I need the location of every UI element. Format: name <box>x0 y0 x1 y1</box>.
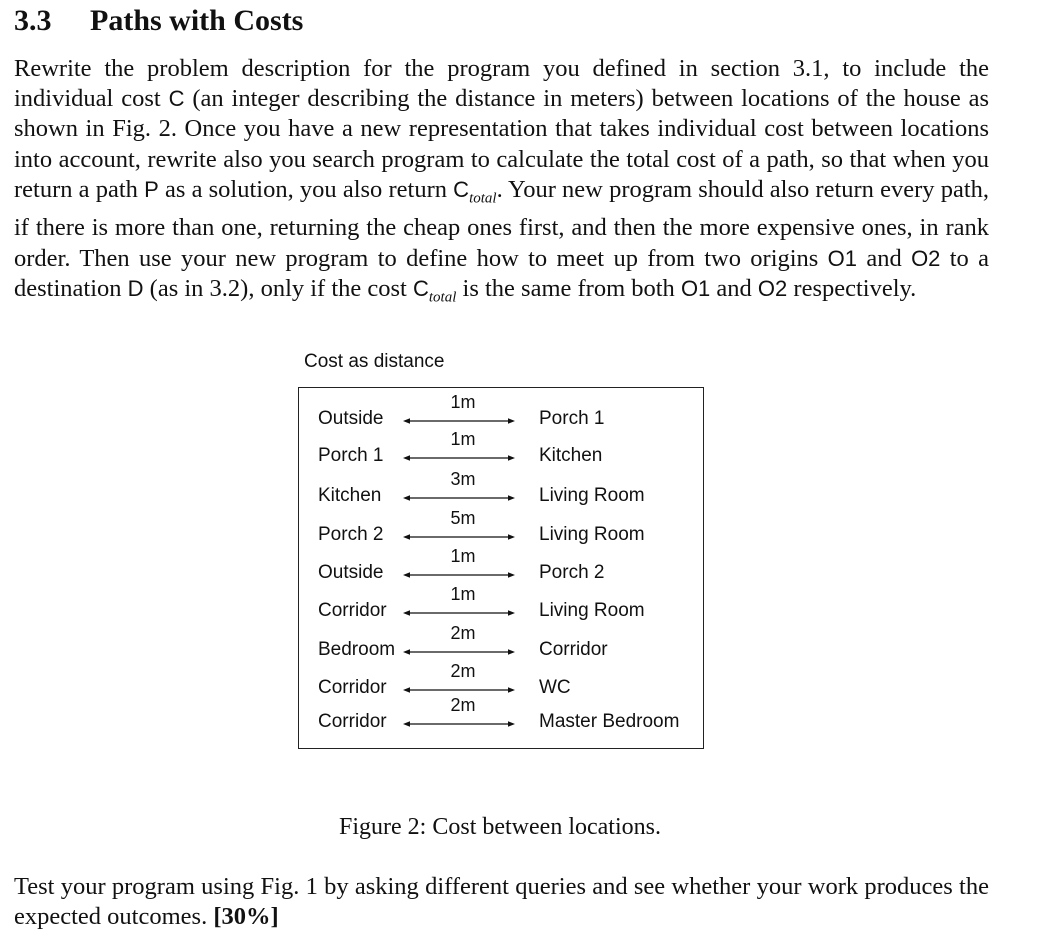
bidirectional-arrow-icon <box>403 493 515 503</box>
edge-to: WC <box>539 677 571 698</box>
ctotal-sub: total <box>469 190 497 207</box>
edge-from: Outside <box>318 562 384 583</box>
para-text-7: (as in 3.2), only if the cost <box>143 274 413 302</box>
edge-from: Outside <box>318 408 384 429</box>
edge-row <box>299 580 705 621</box>
bidirectional-arrow-icon <box>403 719 515 729</box>
origin-2-symbol: O2 <box>911 245 941 271</box>
figure-title: Cost as distance <box>304 351 445 372</box>
closing-text: Test your program using Fig. 1 by asking different queries and see whether your work produces the expected outcomes. <box>14 873 989 931</box>
caption-text: Cost between locations. <box>432 814 661 840</box>
bidirectional-arrow-icon <box>403 608 515 618</box>
para-text-10: respectively. <box>787 274 917 302</box>
origin-1-symbol: O1 <box>827 245 858 271</box>
bidirectional-arrow-icon <box>403 647 515 657</box>
edge-row <box>299 465 705 506</box>
edge-to: Corridor <box>539 639 608 660</box>
edge-from: Bedroom <box>318 639 396 660</box>
bidirectional-arrow-icon <box>403 453 515 463</box>
edge-to: Master Bedroom <box>539 711 680 732</box>
destination-symbol: D <box>127 275 144 301</box>
edge-from: Corridor <box>318 711 387 732</box>
edge-cost: 1m <box>450 429 476 449</box>
edge-to: Kitchen <box>539 445 603 466</box>
para-text-5: and <box>857 244 912 272</box>
edge-from: Porch 2 <box>318 524 384 545</box>
edge-cost: 2m <box>450 661 476 681</box>
caption-label: Figure 2: <box>339 814 427 840</box>
edge-to: Porch 1 <box>539 408 605 429</box>
para-text-9: and <box>710 274 758 302</box>
bidirectional-arrow-icon <box>403 570 515 580</box>
edge-row <box>299 425 705 466</box>
path-symbol: P <box>144 176 159 202</box>
edge-to: Porch 2 <box>539 562 605 583</box>
problem-paragraph <box>14 54 989 312</box>
closing-paragraph <box>14 872 989 932</box>
edge-row <box>299 691 705 732</box>
edge-row <box>299 619 705 660</box>
section-title: Paths with Costs <box>90 4 304 37</box>
ctotal-symbol <box>453 176 497 207</box>
edge-cost: 1m <box>450 584 476 604</box>
edge-from: Kitchen <box>318 485 382 506</box>
edge-cost: 1m <box>450 392 476 412</box>
edge-cost: 5m <box>450 508 476 528</box>
edge-to: Living Room <box>539 485 645 506</box>
para-text-3: as a solution, you also return <box>158 175 454 203</box>
edge-from: Corridor <box>318 677 387 698</box>
origin-2-symbol-2: O2 <box>757 275 788 301</box>
origin-1-symbol-2: O1 <box>680 275 711 301</box>
cost-table-box <box>298 387 704 749</box>
para-text-2: (an integer describing the distance in meters) between locations of the house as shown in Fig. 2. Once you have a new representation that takes individual cost between locations into account, rewrite also you search program to calculate the total cost of a path, so that when you return a path <box>14 85 989 203</box>
edge-from: Corridor <box>318 600 387 621</box>
edge-row <box>299 542 705 583</box>
edge-cost: 2m <box>450 695 476 715</box>
ctotal-symbol-2 <box>412 275 457 306</box>
edge-to: Living Room <box>539 600 645 621</box>
ctotal-base: C <box>453 176 470 202</box>
para-text-6: to a destination <box>14 244 990 302</box>
edge-row <box>299 657 705 698</box>
edge-cost: 1m <box>450 546 476 566</box>
edge-to: Living Room <box>539 524 645 545</box>
edge-from: Porch 1 <box>318 445 384 466</box>
ctotal-sub-2: total <box>428 289 457 306</box>
edge-cost: 3m <box>450 469 476 489</box>
figure-caption <box>0 814 1000 841</box>
ctotal-base-2: C <box>412 275 429 301</box>
section-number: 3.3 <box>14 4 52 37</box>
para-text-1: Rewrite the problem description for the program you defined in section 3.1, to include the individual cost <box>14 55 989 113</box>
marks-weight: [30%] <box>213 903 279 931</box>
edge-cost: 2m <box>450 623 476 643</box>
edge-row <box>299 504 705 545</box>
bidirectional-arrow-icon <box>403 532 515 542</box>
para-text-4: . Your new program should also return every path, if there is more than one, returning the cheap ones first, and then the more expensive ones, in rank order. Then use your new program to define how to meet up from two origins <box>14 175 990 272</box>
edge-row <box>299 388 705 429</box>
cost-symbol: C <box>168 86 185 112</box>
para-text-8: is the same from both <box>456 274 681 302</box>
section-heading <box>14 4 303 38</box>
